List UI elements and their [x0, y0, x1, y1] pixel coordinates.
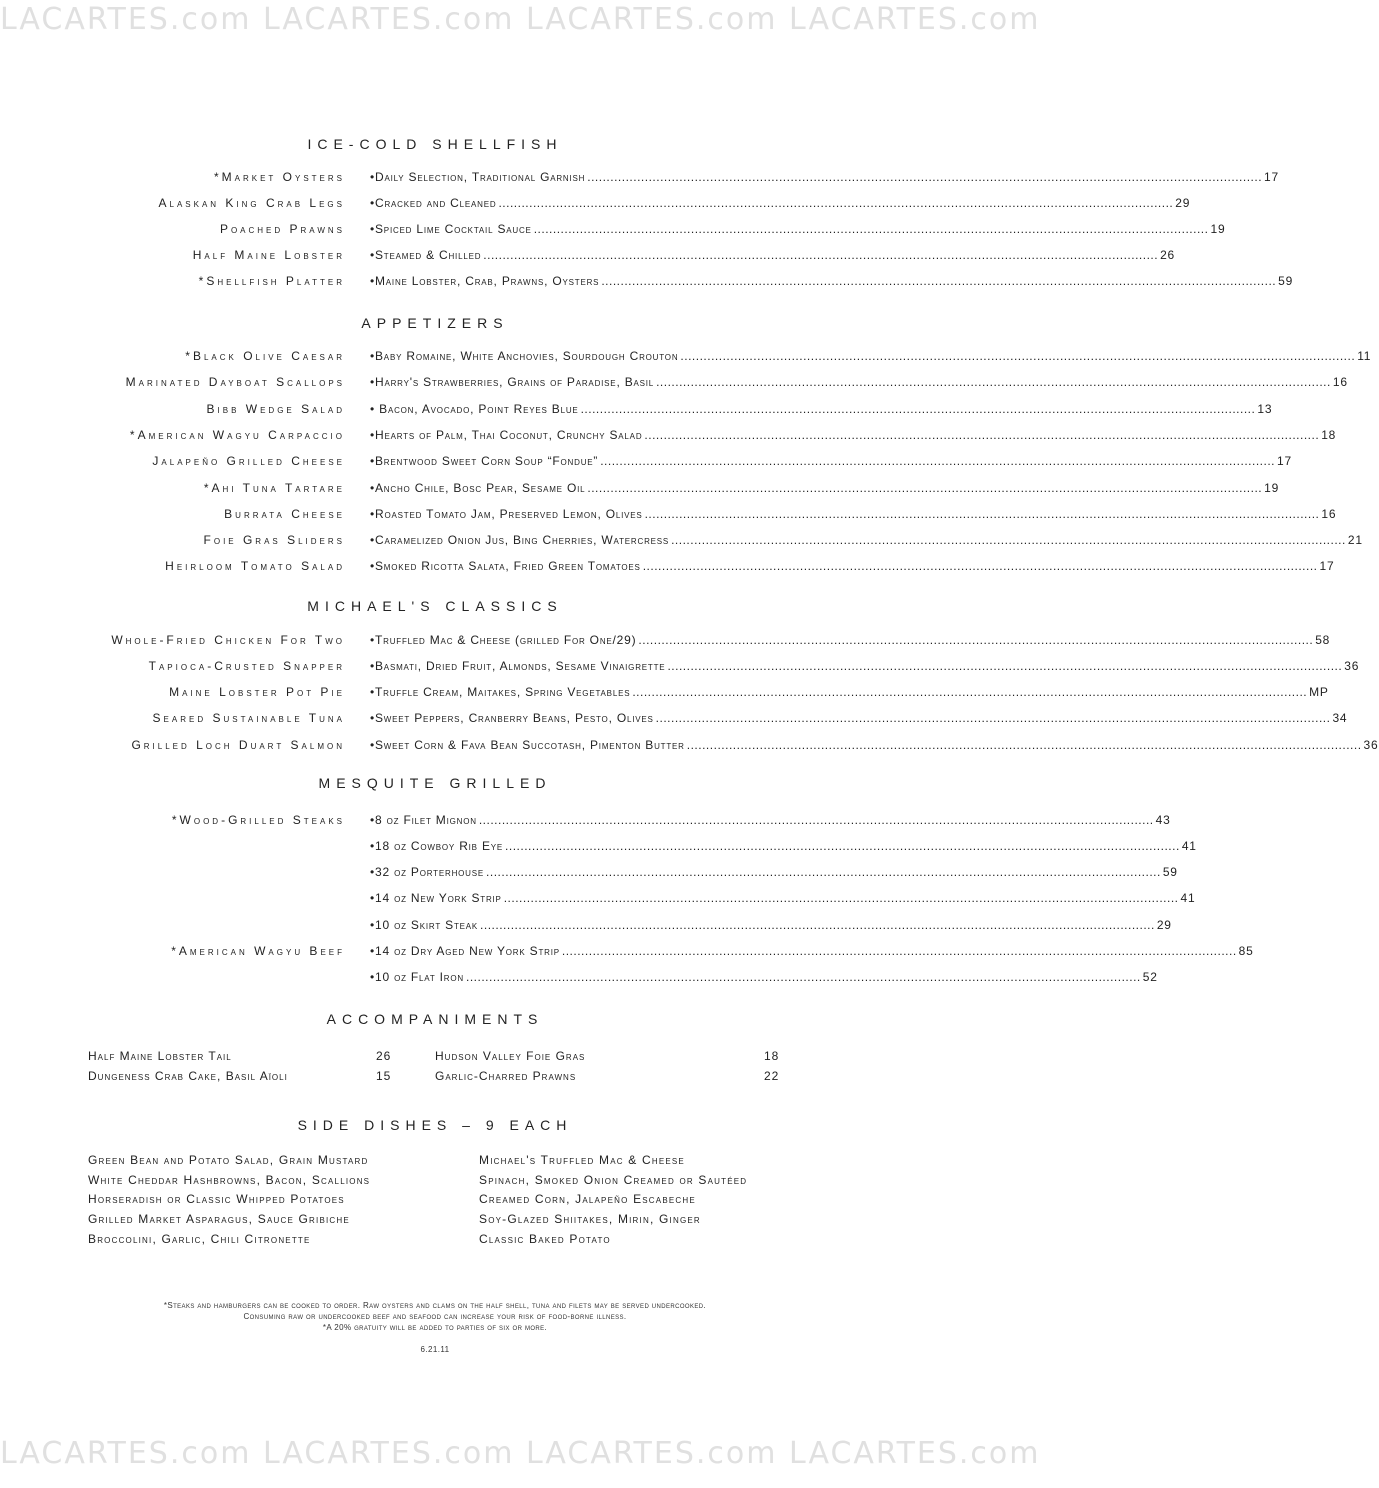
item-name: *Black Olive Caesar: [185, 349, 345, 363]
item-description: •Truffle Cream, Maitakes, Spring Vegetables: [370, 685, 631, 699]
leader-dots: [656, 375, 1331, 389]
leader-dots: [680, 349, 1355, 363]
item-price: 21: [1347, 533, 1363, 547]
leader-dots: [581, 402, 1256, 416]
leader-dots: [645, 507, 1320, 521]
item-desc: [370, 633, 1331, 647]
section-title-accompaniments: ACCOMPANIMENTS: [326, 1011, 544, 1027]
leader-dots: [667, 659, 1342, 673]
item-name: Poached Prawns: [219, 222, 345, 236]
accompaniment-price: 18: [764, 1049, 780, 1063]
item-description: •8 oz Filet Mignon: [370, 813, 477, 827]
item-description: •Daily Selection, Traditional Garnish: [370, 170, 586, 184]
item-desc: [370, 248, 1176, 262]
menu-row: [0, 944, 1254, 962]
item-name: Seared Sustainable Tuna: [152, 711, 345, 725]
item-description: • Bacon, Avocado, Point Reyes Blue: [370, 402, 579, 416]
item-desc: [370, 274, 1294, 288]
item-description: •Sweet Peppers, Cranberry Beans, Pesto, Olives: [370, 711, 654, 725]
item-desc: [370, 402, 1273, 416]
side-dish: Creamed Corn, Jalapeño Escabeche: [479, 1192, 696, 1206]
item-description: •Baby Romaine, White Anchovies, Sourdough Crouton: [370, 349, 679, 363]
menu-row: [0, 970, 1158, 988]
leader-dots: [534, 222, 1209, 236]
watermark-text: LACARTES.com: [263, 1436, 515, 1471]
section-title-sides: SIDE DISHES – 9 EACH: [297, 1117, 573, 1133]
leader-dots: [632, 685, 1307, 699]
item-desc: [370, 454, 1292, 468]
watermark-top: [0, 2, 1041, 54]
menu-row: [0, 685, 1329, 703]
item-name: Bibb Wedge Salad: [206, 402, 345, 416]
menu-row: [0, 196, 1191, 214]
item-price: MP: [1309, 685, 1329, 699]
menu-row: [0, 839, 1197, 857]
item-price: 19: [1264, 481, 1280, 495]
menu-row: [0, 633, 1331, 651]
item-description: •Steamed & Chilled: [370, 248, 482, 262]
side-dish: Grilled Market Asparagus, Sauce Gribiche: [88, 1212, 350, 1226]
item-price: 41: [1181, 839, 1197, 853]
side-dish: Broccolini, Garlic, Chili Citronette: [88, 1232, 311, 1246]
item-name: *Shellfish Platter: [198, 274, 345, 288]
section-title-shellfish: ICE-COLD SHELLFISH: [307, 136, 563, 152]
item-desc: [370, 375, 1348, 389]
watermark-text: LACARTES.com: [789, 1436, 1041, 1471]
leader-dots: [638, 633, 1313, 647]
item-name: Foie Gras Sliders: [203, 533, 345, 547]
item-name: *American Wagyu Carpaccio: [129, 428, 345, 442]
item-desc: [370, 170, 1279, 184]
item-description: •14 oz Dry Aged New York Strip: [370, 944, 560, 958]
item-description: •10 oz Flat Iron: [370, 970, 464, 984]
item-price: 43: [1155, 813, 1171, 827]
item-name: Marinated Dayboat Scallops: [125, 375, 345, 389]
item-price: 26: [1160, 248, 1176, 262]
menu-row: [0, 481, 1280, 499]
accompaniment-price: 22: [764, 1069, 780, 1083]
item-price: 85: [1238, 944, 1254, 958]
item-price: 17: [1264, 170, 1279, 184]
item-desc: [370, 891, 1196, 905]
item-desc: [370, 428, 1337, 442]
watermark-text: LACARTES.com: [0, 1436, 252, 1471]
item-name: Maine Lobster Pot Pie: [169, 685, 345, 699]
menu-row: [0, 533, 1363, 551]
side-dish: Green Bean and Potato Salad, Grain Mustard: [88, 1153, 369, 1167]
leader-dots: [587, 481, 1262, 495]
item-description: •Caramelized Onion Jus, Bing Cherries, Watercress: [370, 533, 670, 547]
watermark-text: LACARTES.com: [0, 2, 252, 37]
footer-disclaimer: *Steaks and hamburgers can be cooked to order. Raw oysters and clams on the half shell, tuna and filets may be served undercooked.: [163, 1301, 707, 1310]
leader-dots: [486, 865, 1161, 879]
menu-row: [0, 402, 1273, 420]
item-price: 52: [1142, 970, 1158, 984]
item-price: 29: [1175, 196, 1191, 210]
item-desc: [370, 865, 1178, 879]
footer-warning: Consuming raw or undercooked beef and seafood can increase your risk of food-borne illness.: [243, 1312, 627, 1321]
leader-dots: [562, 944, 1237, 958]
side-dish: Michael's Truffled Mac & Cheese: [479, 1153, 685, 1167]
item-description: •Sweet Corn & Fava Bean Succotash, Pimenton Butter: [370, 738, 685, 752]
item-desc: [370, 481, 1280, 495]
leader-dots: [466, 970, 1141, 984]
section-title-classics: MICHAEL'S CLASSICS: [307, 598, 563, 614]
leader-dots: [504, 891, 1179, 905]
accompaniment-name: Garlic-Charred Prawns: [435, 1069, 577, 1083]
item-name: *Market Oysters: [213, 170, 345, 184]
item-price: 34: [1332, 711, 1348, 725]
item-desc: [370, 711, 1348, 725]
menu-row: [0, 559, 1335, 577]
item-desc: [370, 222, 1226, 236]
watermark-text: LACARTES.com: [526, 1436, 778, 1471]
menu-row: [0, 248, 1176, 266]
item-name: Grilled Loch Duart Salmon: [131, 738, 345, 752]
watermark-bottom: [0, 1436, 1041, 1488]
watermark-text: LACARTES.com: [789, 2, 1041, 37]
item-description: •18 oz Cowboy Rib Eye: [370, 839, 504, 853]
leader-dots: [498, 196, 1173, 210]
leader-dots: [587, 170, 1262, 184]
item-price: 19: [1210, 222, 1226, 236]
accompaniment-name: Half Maine Lobster Tail: [88, 1049, 232, 1063]
item-price: 17: [1276, 454, 1292, 468]
item-name: Heirloom Tomato Salad: [165, 559, 345, 573]
leader-dots: [687, 738, 1362, 752]
item-price: 16: [1332, 375, 1348, 389]
menu-row: [0, 454, 1292, 472]
item-price: 36: [1344, 659, 1360, 673]
footer-gratuity: *A 20% gratuity will be added to parties of six or more.: [322, 1323, 548, 1332]
item-desc: [370, 559, 1335, 573]
item-description: •Harry's Strawberries, Grains of Paradise, Basil: [370, 375, 655, 389]
side-dish: Horseradish or Classic Whipped Potatoes: [88, 1192, 345, 1206]
item-desc: [370, 839, 1197, 853]
item-name: *Wood-Grilled Steaks: [171, 813, 345, 827]
item-description: •14 oz New York Strip: [370, 891, 502, 905]
item-desc: [370, 659, 1360, 673]
menu-row: [0, 659, 1360, 677]
side-dish: Classic Baked Potato: [479, 1232, 611, 1246]
item-price: 58: [1315, 633, 1331, 647]
item-desc: [370, 970, 1158, 984]
item-description: •Maine Lobster, Crab, Prawns, Oysters: [370, 274, 600, 288]
menu-row: [0, 349, 1372, 367]
item-name: Half Maine Lobster: [192, 248, 345, 262]
item-description: •Smoked Ricotta Salata, Fried Green Tomatoes: [370, 559, 641, 573]
menu-row: [0, 711, 1348, 729]
item-name: Alaskan King Crab Legs: [158, 196, 345, 210]
item-description: •Brentwood Sweet Corn Soup “Fondue”: [370, 454, 599, 468]
item-price: 36: [1363, 738, 1379, 752]
item-desc: [370, 533, 1363, 547]
item-description: •Basmati, Dried Fruit, Almonds, Sesame Vinaigrette: [370, 659, 666, 673]
menu-row: [0, 222, 1226, 240]
item-price: 18: [1321, 428, 1337, 442]
leader-dots: [671, 533, 1346, 547]
item-price: 29: [1156, 918, 1172, 932]
side-dish: Soy-Glazed Shiitakes, Mirin, Ginger: [479, 1212, 701, 1226]
item-description: •Truffled Mac & Cheese (grilled For One/29): [370, 633, 637, 647]
item-name: Tapioca-Crusted Snapper: [148, 659, 345, 673]
menu-row: [0, 738, 1379, 756]
watermark-text: LACARTES.com: [526, 2, 778, 37]
accompaniment-name: Dungeness Crab Cake, Basil Aïoli: [88, 1069, 288, 1083]
leader-dots: [601, 274, 1276, 288]
leader-dots: [505, 839, 1180, 853]
menu-row: [0, 813, 1171, 831]
item-price: 59: [1278, 274, 1294, 288]
menu-row: [0, 891, 1196, 909]
item-description: •Ancho Chile, Bosc Pear, Sesame Oil: [370, 481, 586, 495]
item-price: 11: [1357, 349, 1372, 363]
item-description: •32 oz Porterhouse: [370, 865, 485, 879]
menu-row: [0, 507, 1337, 525]
menu-row: [0, 428, 1337, 446]
item-price: 41: [1180, 891, 1196, 905]
item-desc: [370, 196, 1191, 210]
item-name: Burrata Cheese: [224, 507, 345, 521]
item-price: 16: [1321, 507, 1337, 521]
item-desc: [370, 918, 1172, 932]
item-description: •10 oz Skirt Steak: [370, 918, 479, 932]
leader-dots: [643, 559, 1318, 573]
item-description: •Roasted Tomato Jam, Preserved Lemon, Olives: [370, 507, 643, 521]
item-description: •Hearts of Palm, Thai Coconut, Crunchy Salad: [370, 428, 643, 442]
menu-row: [0, 170, 1279, 188]
item-desc: [370, 685, 1329, 699]
item-desc: [370, 738, 1379, 752]
section-title-appetizers: APPETIZERS: [361, 315, 509, 331]
menu-row: [0, 918, 1172, 936]
leader-dots: [656, 711, 1331, 725]
item-price: 59: [1162, 865, 1178, 879]
item-desc: [370, 944, 1254, 958]
item-name: Whole-Fried Chicken For Two: [111, 633, 345, 647]
watermark-text: LACARTES.com: [263, 2, 515, 37]
side-dish: Spinach, Smoked Onion Creamed or Sautéed: [479, 1173, 748, 1187]
item-desc: [370, 813, 1171, 827]
item-price: 13: [1257, 402, 1273, 416]
menu-row: [0, 274, 1294, 292]
accompaniment-name: Hudson Valley Foie Gras: [435, 1049, 586, 1063]
menu-date: 6.21.11: [420, 1345, 450, 1354]
leader-dots: [483, 248, 1158, 262]
section-title-mesquite: MESQUITE GRILLED: [318, 775, 552, 791]
accompaniment-price: 15: [376, 1069, 392, 1083]
item-price: 17: [1319, 559, 1335, 573]
menu-row: [0, 865, 1178, 883]
item-description: •Cracked and Cleaned: [370, 196, 497, 210]
leader-dots: [480, 918, 1155, 932]
leader-dots: [644, 428, 1319, 442]
item-name: *Ahi Tuna Tartare: [203, 481, 345, 495]
item-description: •Spiced Lime Cocktail Sauce: [370, 222, 532, 236]
leader-dots: [479, 813, 1154, 827]
item-desc: [370, 507, 1337, 521]
side-dish: White Cheddar Hashbrowns, Bacon, Scallions: [88, 1173, 371, 1187]
item-name: *American Wagyu Beef: [171, 944, 345, 958]
item-desc: [370, 349, 1372, 363]
leader-dots: [600, 454, 1275, 468]
item-name: Jalapeño Grilled Cheese: [152, 454, 345, 468]
menu-row: [0, 375, 1348, 393]
accompaniment-price: 26: [376, 1049, 392, 1063]
